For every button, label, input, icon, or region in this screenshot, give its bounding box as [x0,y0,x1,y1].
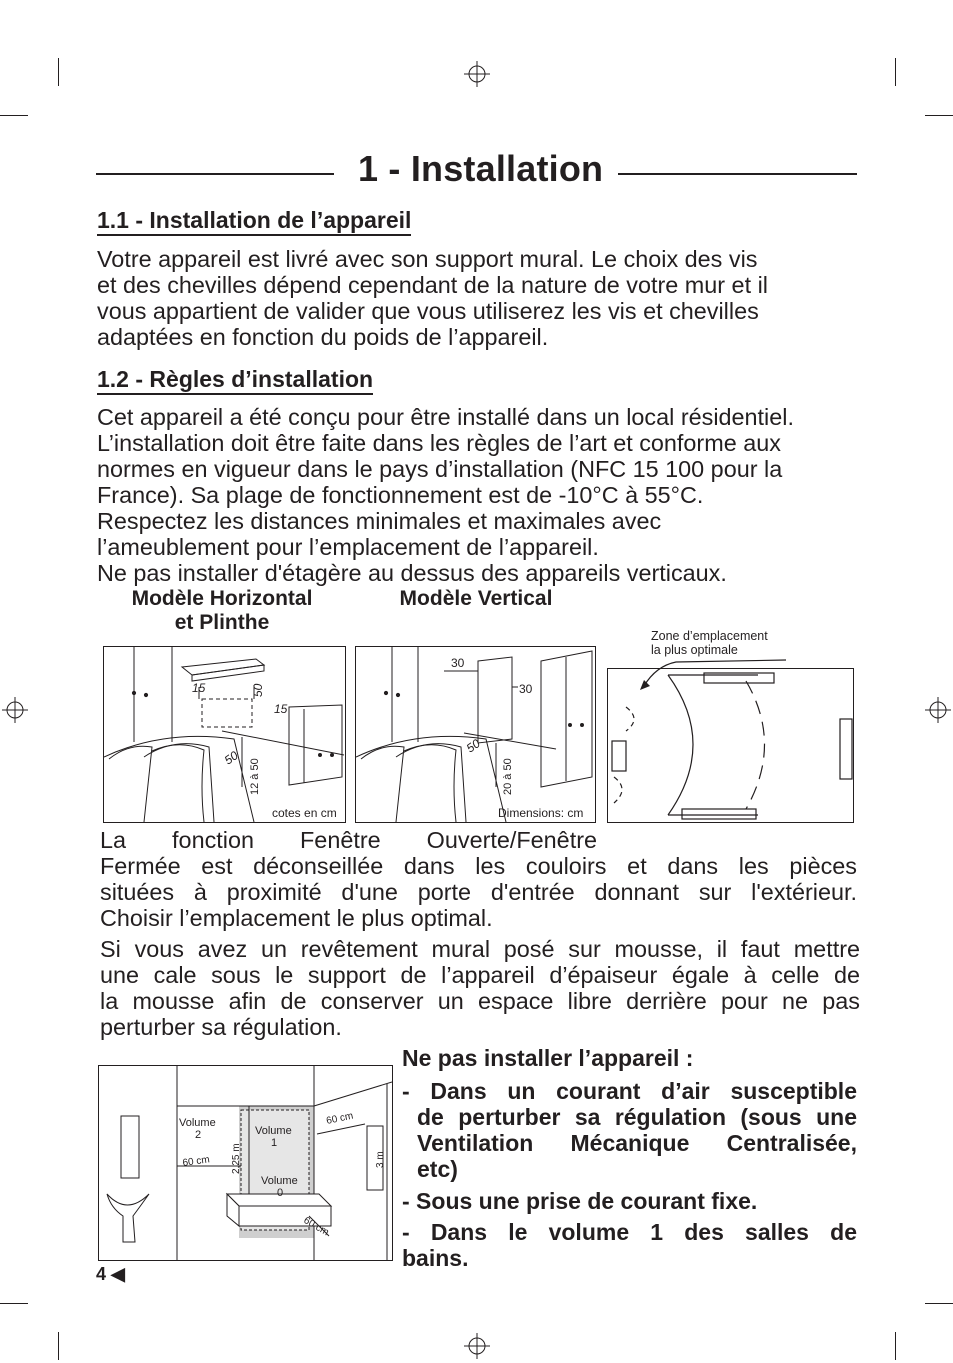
volume-label: Volume [255,1125,292,1137]
text-line: France). Sa plage de fonctionnement est de -10°C à 55°C. [97,482,704,508]
section-heading-installation: 1.1 - Installation de l’appareil [97,207,411,236]
volume-label: 1 [271,1137,278,1149]
figure-bathroom-volumes [98,1065,393,1261]
left-arrow-icon: ◀ [111,1264,125,1284]
dimension-label: 60 cm [301,1215,331,1239]
zone-pointer-arrow-icon [636,656,796,696]
text-line: Votre appareil est livré avec son support mural. Le choix des vis [97,246,758,272]
page-title: 1 - Installation [358,148,604,189]
text-line: Choisir l’emplacement le plus optimal. [100,905,493,931]
text-line: la mousse afin de conserver un espace libre derrière pour ne pas [100,988,860,1014]
dimension-label: 50 [251,683,265,697]
text-line: Ne pas installer d'étagère au dessus des appareils verticaux. [97,560,727,586]
crop-mark [895,58,896,86]
zone-label-line: la plus optimale [651,643,738,657]
figure-vertical-model [355,646,596,823]
crop-mark [0,1303,28,1304]
text-line: Fermée est déconseillée dans les couloirs et dans les pièces [100,853,857,879]
text-line: situées à proximité d'une porte d'entrée donnant sur l'extérieur. [100,879,857,905]
registration-mark-icon [464,61,490,87]
dimension-label: 60 cm [181,1154,211,1169]
dimension-label: 15 [192,681,206,695]
warning-title: Ne pas installer l’appareil : [402,1045,694,1071]
dimension-label: 12 à 50 [249,758,261,795]
text-line: adaptées en fonction du poids de l’appareil. [97,324,549,350]
dimension-label: 15 [274,702,288,716]
text-line: L’installation doit être faite dans les règles de l’art et conforme aux [97,430,781,456]
text-line: une cale sous le support de l’appareil d’épaiseur égale à celle de [100,962,860,988]
page-number [96,1264,125,1285]
text-line: et des chevilles dépend cependant de la nature de votre mur et il [97,272,768,298]
dimension-label: 3 m [375,1151,386,1168]
text-line: de perturber sa régulation (sous une [417,1104,857,1130]
crop-mark [58,1332,59,1360]
section-heading-rules: 1.2 - Règles d’installation [97,366,373,395]
dimension-label: 2,25 m [231,1143,242,1174]
dimension-label: 20 à 50 [502,758,514,795]
crop-mark [925,1303,953,1304]
caption-line: Modèle Horizontal [131,587,313,610]
registration-mark-icon [2,697,28,723]
dimension-label: 30 [451,656,465,670]
units-label: cotes en cm [272,806,337,820]
text-line: etc) [417,1156,458,1182]
text-line: - Dans un courant d’air susceptible [402,1078,857,1104]
crop-mark [58,58,59,86]
zone-label [651,629,768,657]
registration-mark-icon [464,1333,490,1359]
warning-item-bathroom [402,1219,857,1271]
text-line: bains. [402,1245,469,1271]
volume-label: 0 [277,1187,284,1199]
caption-line: et Plinthe [174,611,270,634]
caption-horizontal [112,587,332,635]
figure-horizontal-model [103,646,346,823]
text-line: l’ameublement pour l’emplacement de l’appareil. [97,534,599,560]
text-line: normes en vigueur dans le pays d’installation (NFC 15 100 pour la [97,456,783,482]
page-number-text: 4 [96,1264,107,1284]
registration-mark-icon [925,697,951,723]
window-function-paragraph [100,827,857,931]
title-rule-right [618,173,857,175]
text-line: - Dans le volume 1 des salles de [402,1219,857,1245]
volume-label: Volume [261,1175,298,1187]
section2-paragraph [97,404,859,586]
units-label: Dimensions: cm [498,806,584,820]
crop-mark [0,115,28,116]
dimension-label: 50 [221,748,241,768]
text-line: Si vous avez un revêtement mural posé sur mousse, il faut mettre [100,936,860,962]
crop-mark [895,1332,896,1360]
text-line: La fonction Fenêtre Ouverte/Fenêtre [100,827,597,853]
crop-mark [925,115,953,116]
caption-vertical: Modèle Vertical [399,587,553,610]
text-line: Respectez les distances minimales et maximales avec [97,508,662,534]
dimension-label: 60 cm [325,1110,355,1127]
volume-label: 2 [195,1129,202,1141]
dimension-label: 50 [463,736,483,756]
foam-paragraph [100,936,860,1040]
volume-label: Volume [179,1117,216,1129]
zone-label-line: Zone d’emplacement [651,629,768,643]
text-line: Cet appareil a été conçu pour être installé dans un local résidentiel. [97,404,794,430]
text-line: vous appartient de valider que vous utiliserez les vis et chevilles [97,298,759,324]
text-line: perturber sa régulation. [100,1014,342,1040]
title-rule-left [96,173,334,175]
warning-item-draft [402,1078,857,1182]
warning-item-socket: - Sous une prise de courant fixe. [402,1188,758,1214]
text-line: Ventilation Mécanique Centralisée, [417,1130,857,1156]
dimension-label: 30 [519,682,533,696]
section1-paragraph [97,246,857,350]
